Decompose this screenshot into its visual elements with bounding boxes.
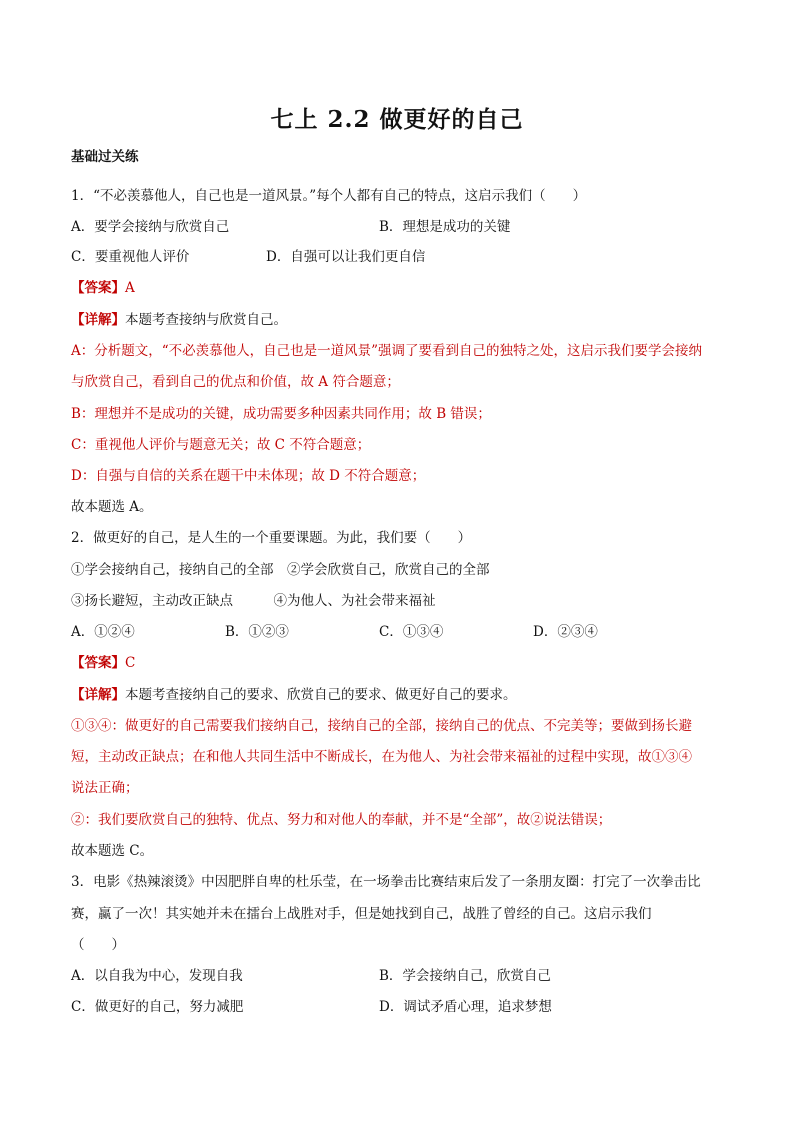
- q1-answer-line: [71, 278, 135, 298]
- q2-analysis-line: ②：我们要欣赏自己的独特、优点、努力和对他人的奉献，并不是“全部”，故②说法错误；: [71, 812, 612, 828]
- q1-detail-label: 【详解】: [71, 312, 125, 328]
- q3-stem-line: （ ）: [71, 937, 125, 953]
- q2-detail-label: 【详解】: [71, 687, 125, 703]
- section-heading: 基础过关练: [71, 149, 139, 165]
- q2-option-d: D．②③④: [533, 624, 598, 640]
- q3-stem-line: 3．电影《热辣滚烫》中因肥胖自卑的杜乐莹，在一场拳击比赛结束后发了一条朋友圈：打完了一次拳击比: [71, 874, 701, 890]
- q1-analysis-line: C：重视他人评价与题意无关；故 C 不符合题意；: [71, 437, 371, 453]
- q2-analysis-line: 短，主动改正缺点；在和他人共同生活中不断成长，在为他人、为社会带来福祉的过程中实现，故①③④: [71, 749, 692, 765]
- q2-analysis-line: ①③④：做更好的自己需要我们接纳自己，接纳自己的全部，接纳自己的优点、不完美等；要做到扬长避: [71, 718, 692, 734]
- q3-stem-line: 赛，赢了一次！其实她并未在擂台上战胜对手，但是她找到自己，战胜了曾经的自己。这启示我们: [71, 906, 652, 922]
- q2-stem: 2．做更好的自己，是人生的一个重要课题。为此，我们要（ ）: [71, 530, 472, 546]
- q1-option-a: A．要学会接纳与欣赏自己: [71, 219, 230, 235]
- q2-conclusion: 故本题选 C。: [71, 843, 154, 859]
- q2-items-line: ③扬长避短，主动改正缺点 ④为他人、为社会带来福祉: [71, 593, 436, 609]
- q2-option-b: B．①②③: [225, 624, 289, 640]
- q1-answer-value: A: [125, 280, 135, 296]
- q1-answer-label: 【答案】: [71, 280, 125, 296]
- q3-option-a: A．以自我为中心，发现自我: [71, 968, 243, 984]
- q1-option-d: D．自强可以让我们更自信: [266, 249, 426, 265]
- q2-answer-line: [71, 653, 135, 673]
- q1-analysis-line: A：分析题文，“不必羡慕他人，自己也是一道风景”强调了要看到自己的独特之处，这启示我们要学会接纳: [71, 343, 703, 359]
- q2-answer-label: 【答案】: [71, 655, 125, 671]
- q1-detail-line: [71, 310, 287, 330]
- q2-answer-value: C: [125, 655, 136, 671]
- q3-option-c: C．做更好的自己，努力减肥: [71, 999, 244, 1015]
- q2-items-line: ①学会接纳自己，接纳自己的全部 ②学会欣赏自己，欣赏自己的全部: [71, 562, 490, 578]
- q1-analysis-line: B：理想并不是成功的关键，成功需要多种因素共同作用；故 B 错误；: [71, 406, 491, 422]
- q1-detail-text: 本题考查接纳与欣赏自己。: [125, 312, 287, 328]
- q2-option-a: A．①②④: [71, 624, 135, 640]
- q1-conclusion: 故本题选 A。: [71, 499, 153, 515]
- document-title: 七上 2.2 做更好的自己: [270, 106, 524, 133]
- q1-option-c: C．要重视他人评价: [71, 249, 190, 265]
- q3-option-b: B．学会接纳自己，欣赏自己: [379, 968, 551, 984]
- q1-option-b: B．理想是成功的关键: [379, 219, 511, 235]
- q2-analysis-line: 说法正确；: [71, 780, 139, 796]
- q1-analysis-line: D：自强与自信的关系在题干中未体现；故 D 不符合题意；: [71, 468, 426, 484]
- q2-option-c: C．①③④: [379, 624, 444, 640]
- q1-stem: 1．“不必羡慕他人，自己也是一道风景。”每个人都有自己的特点，这启示我们（ ）: [71, 188, 587, 204]
- q3-option-d: D．调试矛盾心理，追求梦想: [379, 999, 552, 1015]
- q1-analysis-line: 与欣赏自己，看到自己的优点和价值，故 A 符合题意；: [71, 374, 400, 390]
- q2-detail-line: [71, 685, 517, 705]
- q2-detail-text: 本题考查接纳自己的要求、欣赏自己的要求、做更好自己的要求。: [125, 687, 517, 703]
